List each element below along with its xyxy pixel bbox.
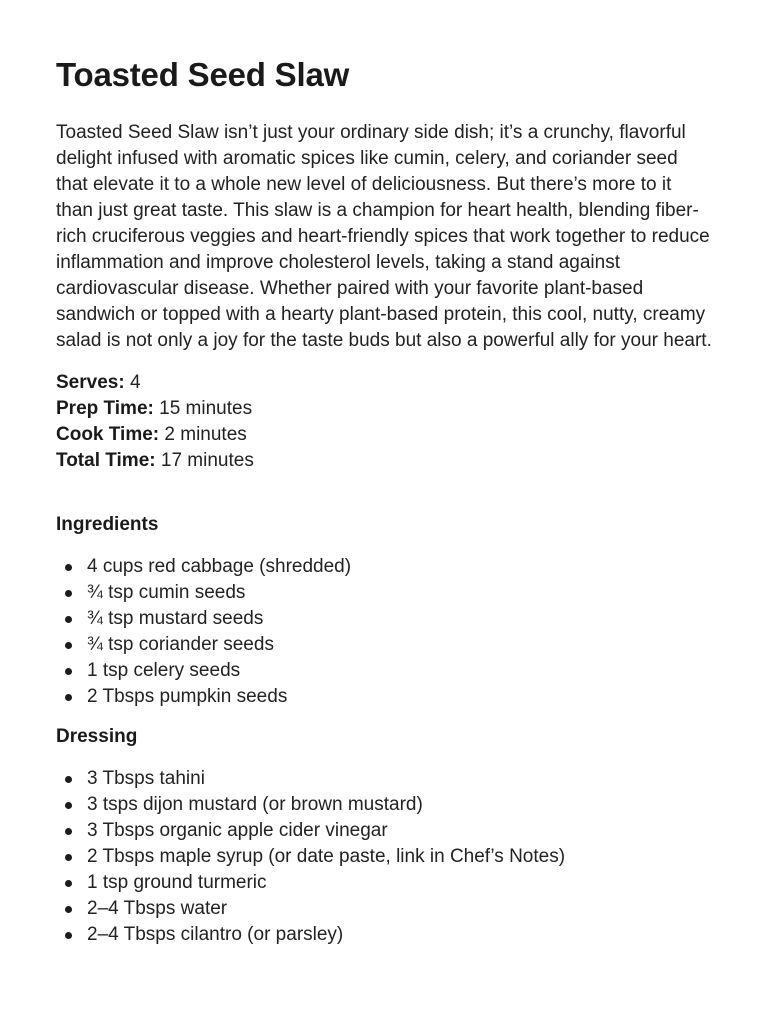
recipe-meta: [56, 370, 712, 474]
meta-value: 17 minutes: [160, 450, 254, 471]
meta-serves: [56, 370, 712, 396]
list-item-text: 2 Tbsps maple syrup (or date paste, link in Chef’s Notes): [87, 846, 566, 867]
meta-label: Prep Time:: [56, 398, 154, 419]
list-item-text: ¾ tsp cumin seeds: [87, 582, 246, 603]
list-item: [56, 766, 712, 792]
meta-value: 15 minutes: [159, 398, 253, 419]
bullet-icon: [65, 668, 72, 675]
list-item: [56, 870, 712, 896]
meta-cook-time: [56, 422, 712, 448]
ingredients-list: [56, 554, 712, 710]
bullet-icon: [65, 616, 72, 623]
list-item-text: ¾ tsp mustard seeds: [87, 608, 264, 629]
bullet-icon: [65, 906, 72, 913]
bullet-icon: [65, 932, 72, 939]
list-item: [56, 922, 712, 948]
list-item: [56, 658, 712, 684]
meta-label: Serves:: [56, 372, 125, 393]
bullet-icon: [65, 880, 72, 887]
list-item: [56, 684, 712, 710]
dressing-heading: Dressing: [56, 726, 138, 747]
bullet-icon: [65, 642, 72, 649]
recipe-intro: Toasted Seed Slaw isn’t just your ordinary side dish; it’s a crunchy, flavorful delight infused with aromatic spices like cumin, celery, and coriander seed that elevate it to a whole new level of deliciousness. But there’s more to it than just great taste. This slaw is a champion for heart health, blending fiber-rich cruciferous veggies and heart-friendly spices that work together to reduce inflammation and improve cholesterol levels, taking a stand against cardiovascular disease. Whether paired with your favorite plant-based sandwich or topped with a hearty plant-based protein, this cool, nutty, creamy salad is not only a joy for the taste buds but also a powerful ally for your heart.: [56, 122, 712, 351]
bullet-icon: [65, 564, 72, 571]
list-item-text: 2 Tbsps pumpkin seeds: [87, 686, 288, 707]
list-item: [56, 554, 712, 580]
list-item-text: 1 tsp celery seeds: [87, 660, 241, 681]
list-item-text: 1 tsp ground turmeric: [87, 872, 267, 893]
list-item: [56, 896, 712, 922]
list-item-text: 4 cups red cabbage (shredded): [87, 556, 352, 577]
list-item: [56, 632, 712, 658]
list-item-text: 3 Tbsps tahini: [87, 768, 205, 789]
list-item-text: 3 tsps dijon mustard (or brown mustard): [87, 794, 423, 815]
list-item: [56, 792, 712, 818]
meta-prep-time: [56, 396, 712, 422]
dressing-list: [56, 766, 712, 948]
recipe-title: Toasted Seed Slaw: [56, 56, 350, 93]
list-item-text: ¾ tsp coriander seeds: [87, 634, 274, 655]
bullet-icon: [65, 802, 72, 809]
meta-label: Cook Time:: [56, 424, 160, 445]
meta-value: 4: [129, 372, 141, 393]
list-item: [56, 818, 712, 844]
ingredients-heading: Ingredients: [56, 514, 159, 535]
list-item-text: 2–4 Tbsps water: [87, 898, 228, 919]
list-item-text: 3 Tbsps organic apple cider vinegar: [87, 820, 388, 841]
bullet-icon: [65, 590, 72, 597]
list-item-text: 2–4 Tbsps cilantro (or parsley): [87, 924, 344, 945]
bullet-icon: [65, 776, 72, 783]
list-item: [56, 606, 712, 632]
bullet-icon: [65, 854, 72, 861]
meta-total-time: [56, 448, 712, 474]
list-item: [56, 844, 712, 870]
list-item: [56, 580, 712, 606]
meta-label: Total Time:: [56, 450, 156, 471]
bullet-icon: [65, 828, 72, 835]
bullet-icon: [65, 694, 72, 701]
meta-value: 2 minutes: [164, 424, 247, 445]
